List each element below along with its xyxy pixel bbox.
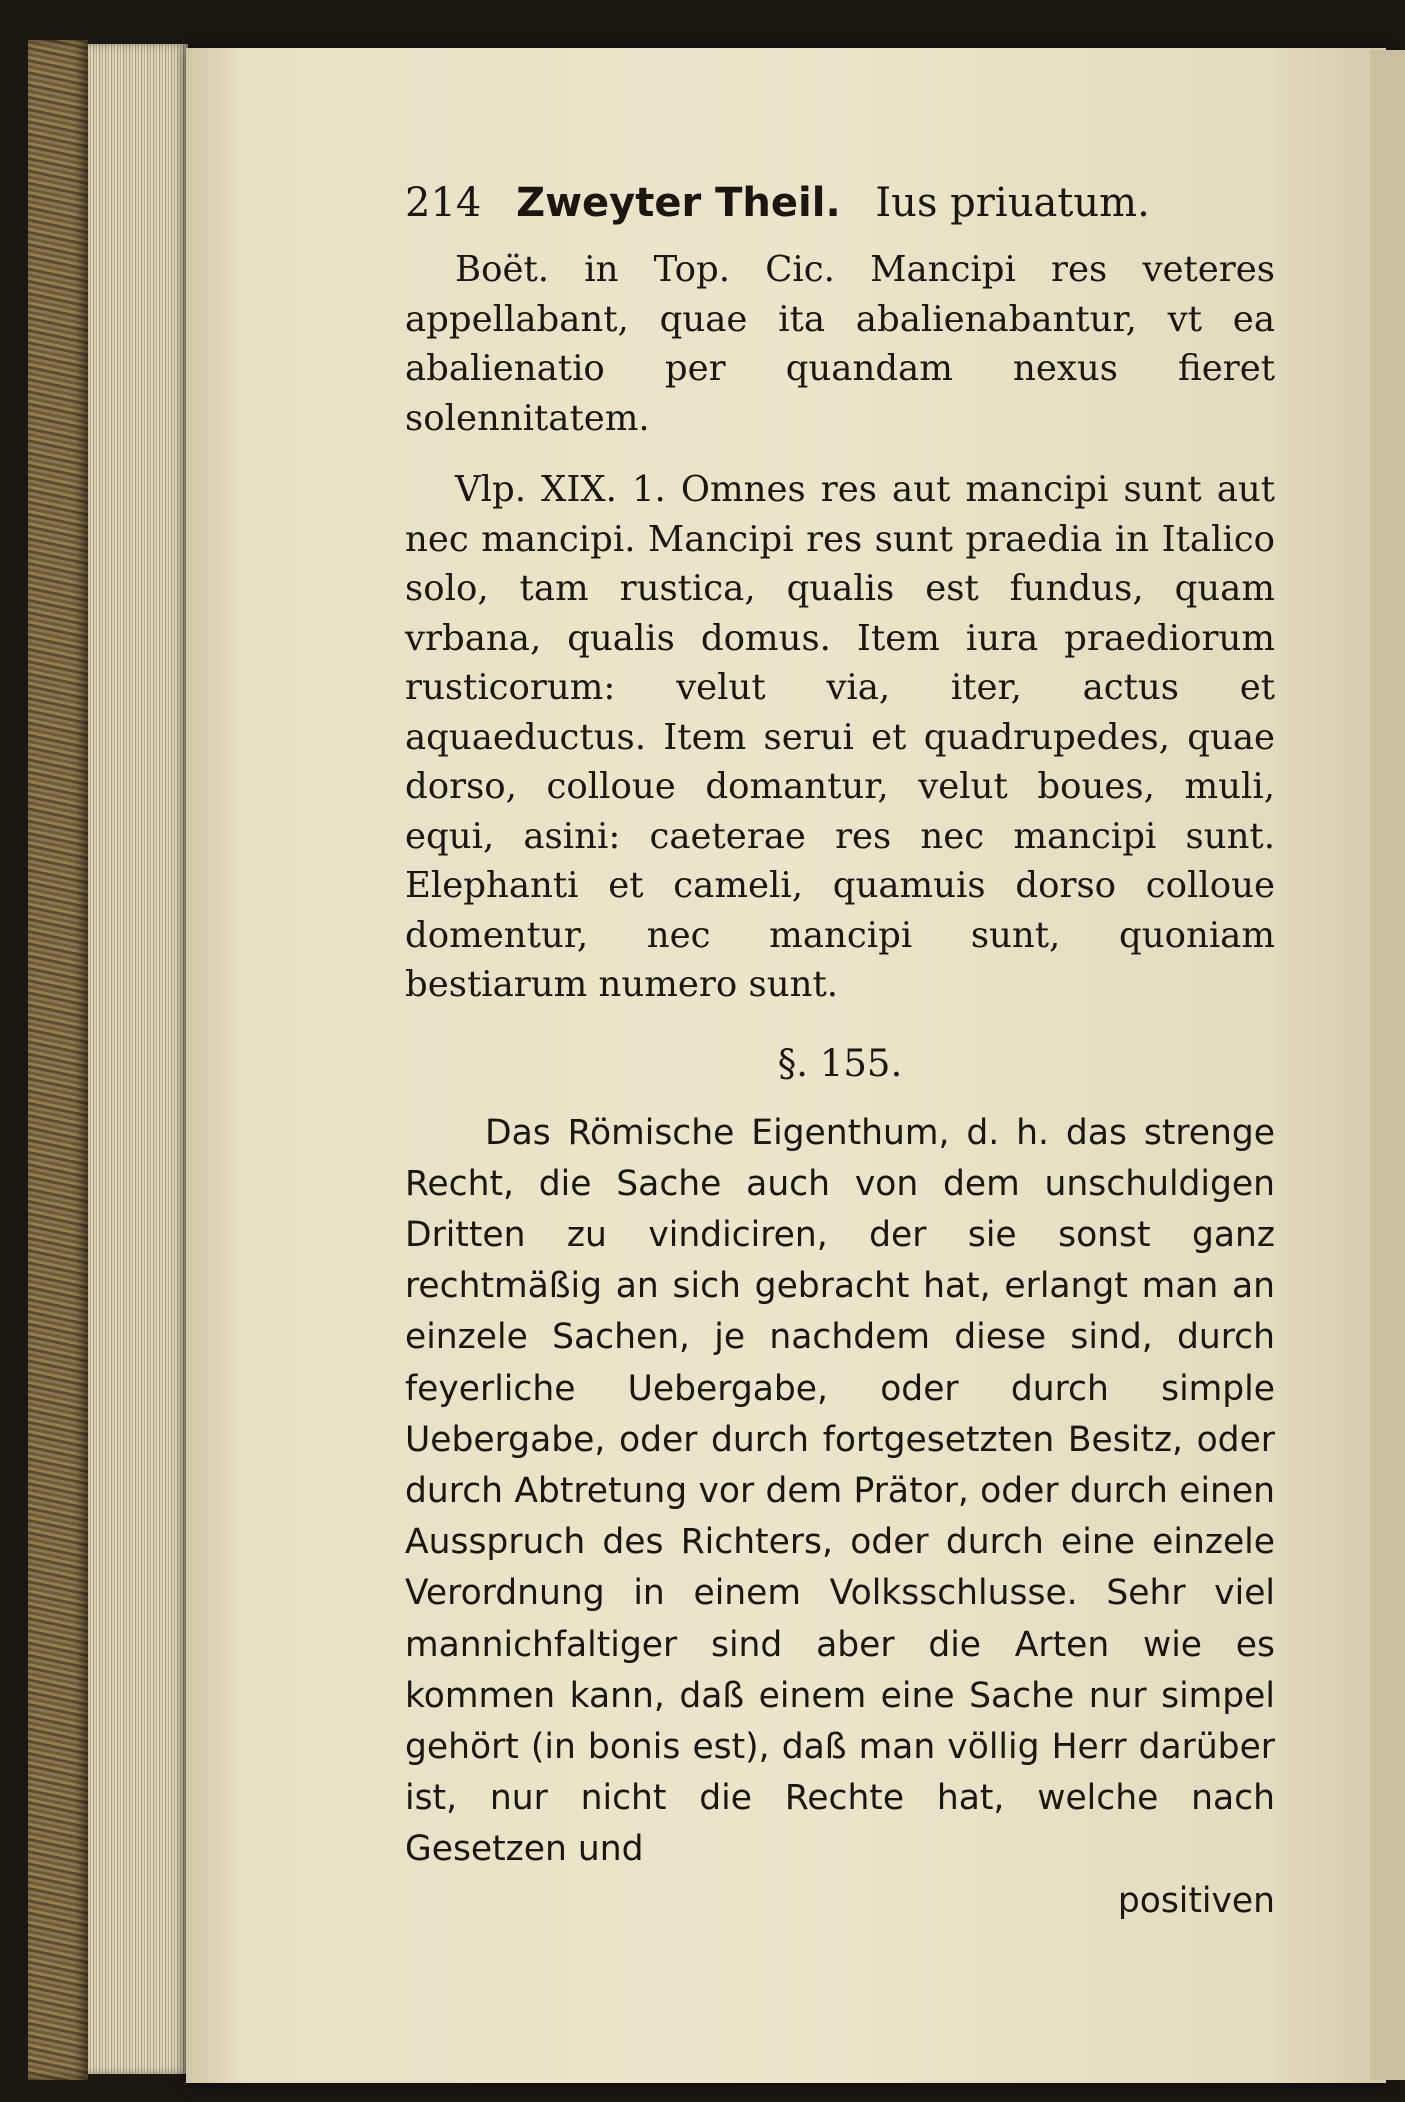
section-heading: §. 155. xyxy=(777,1041,903,1085)
page-edges xyxy=(88,44,188,2074)
facing-page-edge xyxy=(1370,50,1405,2080)
quote-boethius xyxy=(405,245,1275,443)
running-title-german: Zweyter Theil. xyxy=(516,180,841,226)
quote-boethius-text: Boët. in Top. Cic. Mancipi res veteres appellabant, quae ita abalienabantur, vt ea abalienatio per quandam nexus fieret solennitatem. xyxy=(405,249,1275,439)
catchword: positiven xyxy=(1117,1880,1275,1921)
quote-ulpian xyxy=(405,465,1275,1010)
book-cover-edge xyxy=(28,40,88,2080)
running-header xyxy=(405,175,1275,231)
page-text xyxy=(405,175,1275,1927)
page-number: 214 xyxy=(405,180,482,226)
quote-ulpian-text: Vlp. XIX. 1. Omnes res aut mancipi sunt aut nec mancipi. Mancipi res sunt praedia in Italico solo, tam rustica, qualis est fundus, quam vrbana, qualis domus. Item iura praediorum rusticorum: velut via, iter, actus et aquaeductus. Item serui et quadrupedes, quae dorso, colloue domantur, velut boues, muli, equi, asini: caeterae res nec mancipi sunt. Elephanti et cameli, quamuis dorso colloue domentur, nec mancipi sunt, quoniam bestiarum numero sunt. xyxy=(405,469,1275,1005)
section-body xyxy=(405,1108,1275,1876)
running-title-latin: Ius priuatum. xyxy=(875,180,1150,226)
section-body-text: Das Römische Eigenthum, d. h. das strenge Recht, die Sache auch von dem unschuldigen Dritten zu vindiciren, der sie sonst ganz rechtmäßig an sich gebracht hat, erlangt man an einzele Sachen, je nachdem diese sind, durch feyerliche Uebergabe, oder durch simple Uebergabe, oder durch fortgesetzten Besitz, oder durch Abtretung vor dem Prätor, oder durch einen Ausspruch des Richters, oder durch eine einzele Verordnung in einem Volksschlusse. Sehr viel mannichfaltiger sind aber die Arten wie es kommen kann, daß einem eine Sache nur simpel gehört (in bonis est), daß man völlig Herr darüber ist, nur nicht die Rechte hat, welche nach Gesetzen und xyxy=(405,1112,1275,1870)
